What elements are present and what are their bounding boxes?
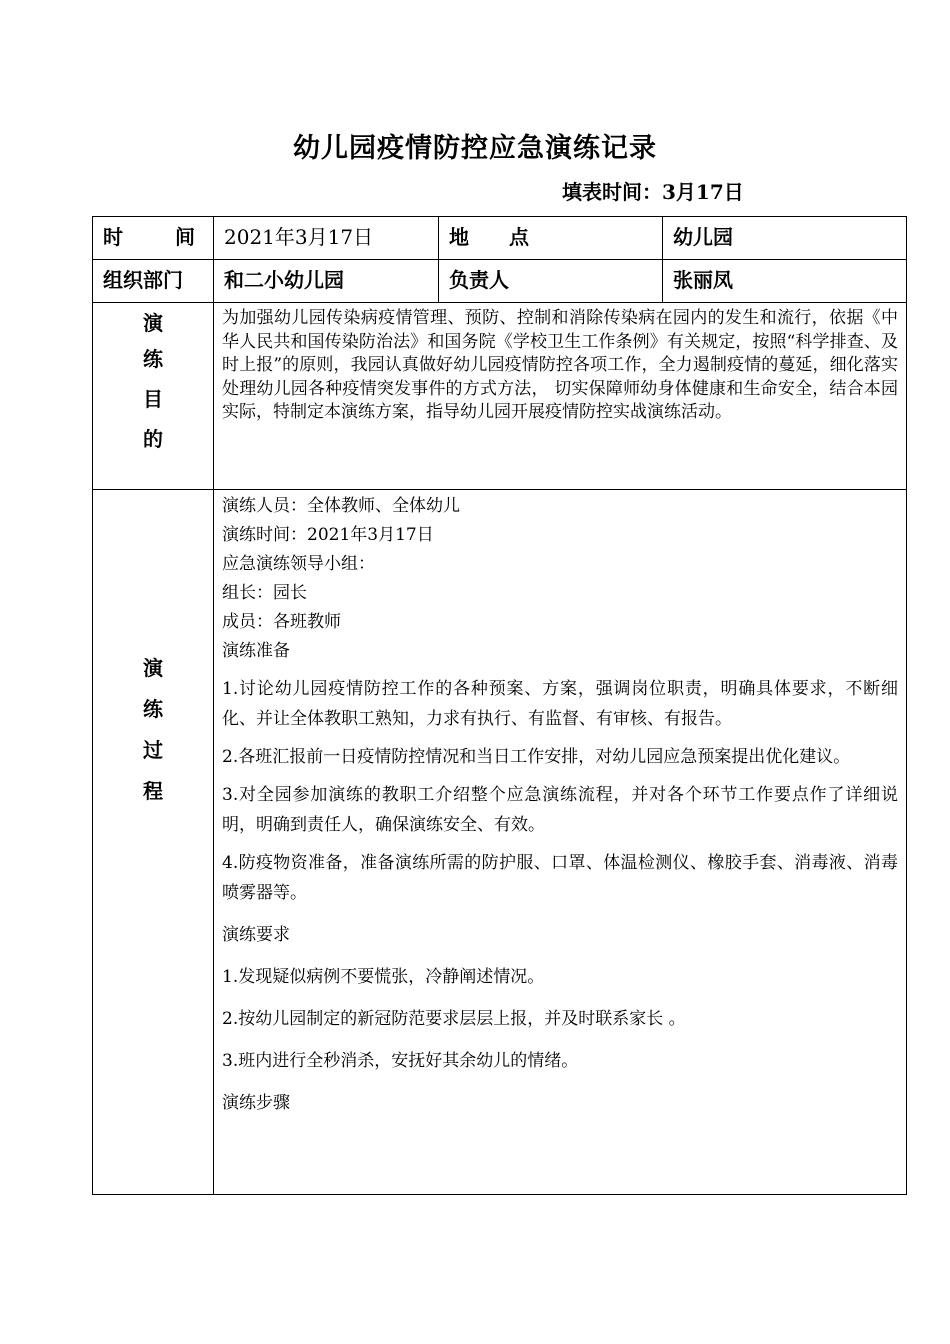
place-label-char-1: 地 xyxy=(449,225,469,249)
drill-time: 演练时间：2021年3月17日 xyxy=(222,525,434,545)
prep-item: 3.对全园参加演练的教职工介绍整个应急演练流程，并对各个环节工作要点作了详细说明，明确到责任人，确保演练安全、有效。 xyxy=(222,785,898,835)
fill-time: 填表时间：3月17日 xyxy=(562,180,744,204)
time-value: 2021年3月17日 xyxy=(214,217,439,260)
dept-label: 组织部门 xyxy=(93,260,214,303)
time-label xyxy=(93,217,214,260)
purpose-row xyxy=(93,303,907,490)
group-leader: 组长：园长 xyxy=(222,583,307,603)
time-label-char-1: 时 xyxy=(103,225,123,249)
prep-item: 1.讨论幼儿园疫情防控工作的各种预案、方案，强调岗位职责，明确具体要求，不断细化、并让全体教职工熟知，力求有执行、有监督、有审核、有报告。 xyxy=(222,679,898,729)
purpose-label-char: 练 xyxy=(143,347,163,371)
document-title: 幼儿园疫情防控应急演练记录 xyxy=(293,133,657,164)
req-item: 1.发现疑似病例不要慌张，冷静阐述情况。 xyxy=(222,967,545,987)
process-content xyxy=(214,490,907,1195)
purpose-label xyxy=(93,303,214,490)
purpose-label-char: 演 xyxy=(143,311,163,335)
purpose-label-char: 目 xyxy=(143,387,163,411)
owner-value: 张丽凤 xyxy=(663,260,907,303)
process-label-char: 演 xyxy=(143,656,163,680)
req-item: 2.按幼儿园制定的新冠防范要求层层上报，并及时联系家长 。 xyxy=(222,1009,686,1029)
purpose-label-char: 的 xyxy=(143,427,163,451)
place-value: 幼儿园 xyxy=(663,217,907,260)
drill-record-table xyxy=(92,216,907,1195)
steps-heading: 演练步骤 xyxy=(222,1093,290,1113)
req-heading: 演练要求 xyxy=(222,925,290,945)
dept-owner-row xyxy=(93,260,907,303)
owner-label: 负责人 xyxy=(439,260,663,303)
process-label-char: 过 xyxy=(143,738,163,762)
purpose-text: 为加强幼儿园传染病疫情管理、预防、控制和消除传染病在园内的发生和流行，依据《中华人民共和国传染防治法》和国务院《学校卫生工作条例》有关规定，按照“科学排查、及时上报”的原则，我园认真做好幼儿园疫情防控各项工作，全力遏制疫情的蔓延，细化落实处理幼儿园各种疫情突发事件的方式方法， 切实保障师幼身体健康和生命安全，结合本园实际，特制定本演练方案，指导幼儿园开展疫情防控实战演练活动。 xyxy=(214,303,907,490)
leader-group-heading: 应急演练领导小组： xyxy=(222,554,375,574)
time-label-char-2: 间 xyxy=(175,225,195,249)
drill-personnel: 演练人员：全体教师、全体幼儿 xyxy=(222,496,460,516)
process-label-char: 程 xyxy=(143,779,163,803)
process-row xyxy=(93,490,907,1195)
time-place-row xyxy=(93,217,907,260)
process-label-char: 练 xyxy=(143,697,163,721)
req-item: 3.班内进行全秒消杀，安抚好其余幼儿的情绪。 xyxy=(222,1051,579,1071)
prep-item: 2.各班汇报前一日疫情防控情况和当日工作安排，对幼儿园应急预案提出优化建议。 xyxy=(222,747,851,767)
place-label xyxy=(439,217,663,260)
prep-item: 4.防疫物资准备，准备演练所需的防护服、口罩、体温检测仪、橡胶手套、消毒液、消毒喷雾器等。 xyxy=(222,853,898,903)
prep-heading: 演练准备 xyxy=(222,641,290,661)
group-members: 成员：各班教师 xyxy=(222,612,341,632)
place-label-char-2: 点 xyxy=(508,225,529,249)
dept-value: 和二小幼儿园 xyxy=(214,260,439,303)
process-label xyxy=(93,490,214,1195)
